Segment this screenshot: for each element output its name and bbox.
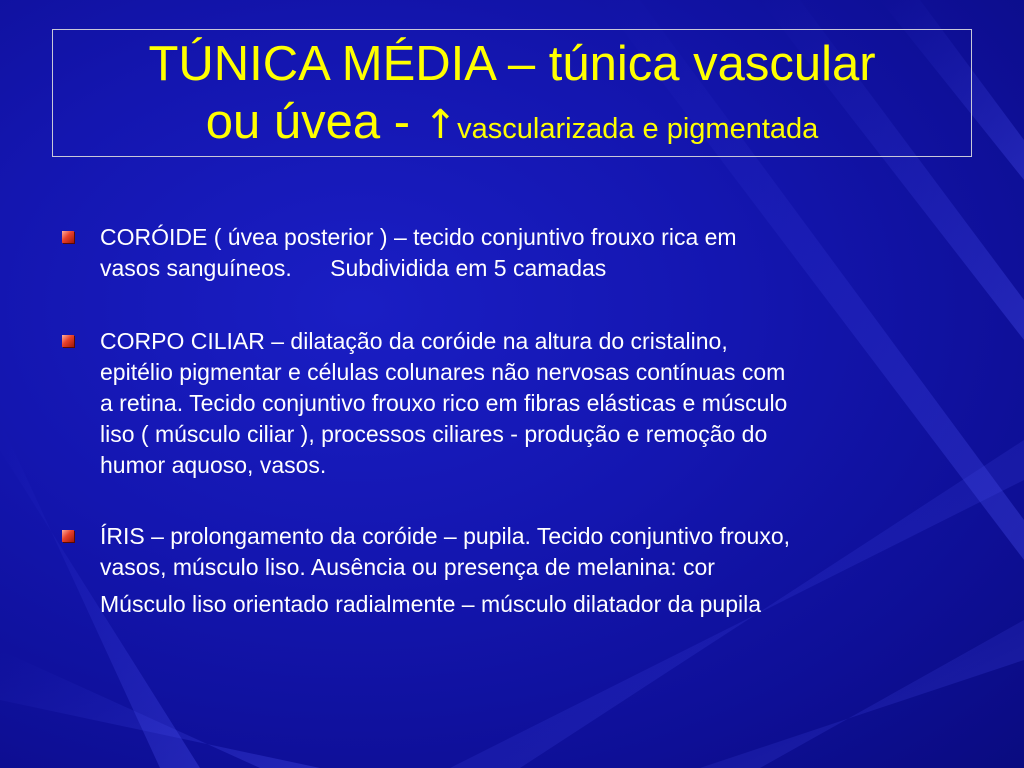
bullet-text-line: vasos, músculo liso. Ausência ou presença de melanina: cor bbox=[100, 554, 715, 580]
bullet-text-line: liso ( músculo ciliar ), processos ciliares - produção e remoção do bbox=[100, 421, 768, 447]
title-box bbox=[52, 29, 972, 157]
bullet-list bbox=[62, 222, 962, 620]
bullet-text-line: epitélio pigmentar e células colunares não nervosas contínuas com bbox=[100, 359, 786, 385]
arrow-up-icon: ↑ bbox=[423, 102, 458, 148]
slide-title-line2 bbox=[53, 92, 971, 159]
bullet-item-iris bbox=[62, 521, 962, 620]
bullet-marker-icon bbox=[62, 530, 74, 542]
bullet-item-coroide bbox=[62, 222, 962, 284]
bullet-marker-icon bbox=[62, 231, 74, 243]
title-line2-main: ou úvea - bbox=[205, 95, 424, 149]
bullet-text-line: humor aquoso, vasos. bbox=[100, 452, 327, 478]
bullet-text-line: CORÓIDE ( úvea posterior ) – tecido conjuntivo frouxo rica em bbox=[100, 224, 737, 250]
bullet-text-line: CORPO CILIAR – dilatação da coróide na altura do cristalino, bbox=[100, 328, 728, 354]
title-subtitle: vascularizada e pigmentada bbox=[457, 113, 819, 145]
bullet-marker-icon bbox=[62, 335, 74, 347]
bullet-text-line: vasos sanguíneos. Subdividida em 5 camadas bbox=[100, 255, 607, 281]
bullet-subline: Músculo liso orientado radialmente – músculo dilatador da pupila bbox=[100, 591, 761, 617]
bullet-text-line: ÍRIS – prolongamento da coróide – pupila. Tecido conjuntivo frouxo, bbox=[100, 523, 791, 549]
slide-title-line1: TÚNICA MÉDIA – túnica vascular bbox=[148, 37, 876, 91]
bullet-text-line: a retina. Tecido conjuntivo frouxo rico em fibras elásticas e músculo bbox=[100, 390, 788, 416]
bullet-item-corpo-ciliar bbox=[62, 326, 962, 481]
